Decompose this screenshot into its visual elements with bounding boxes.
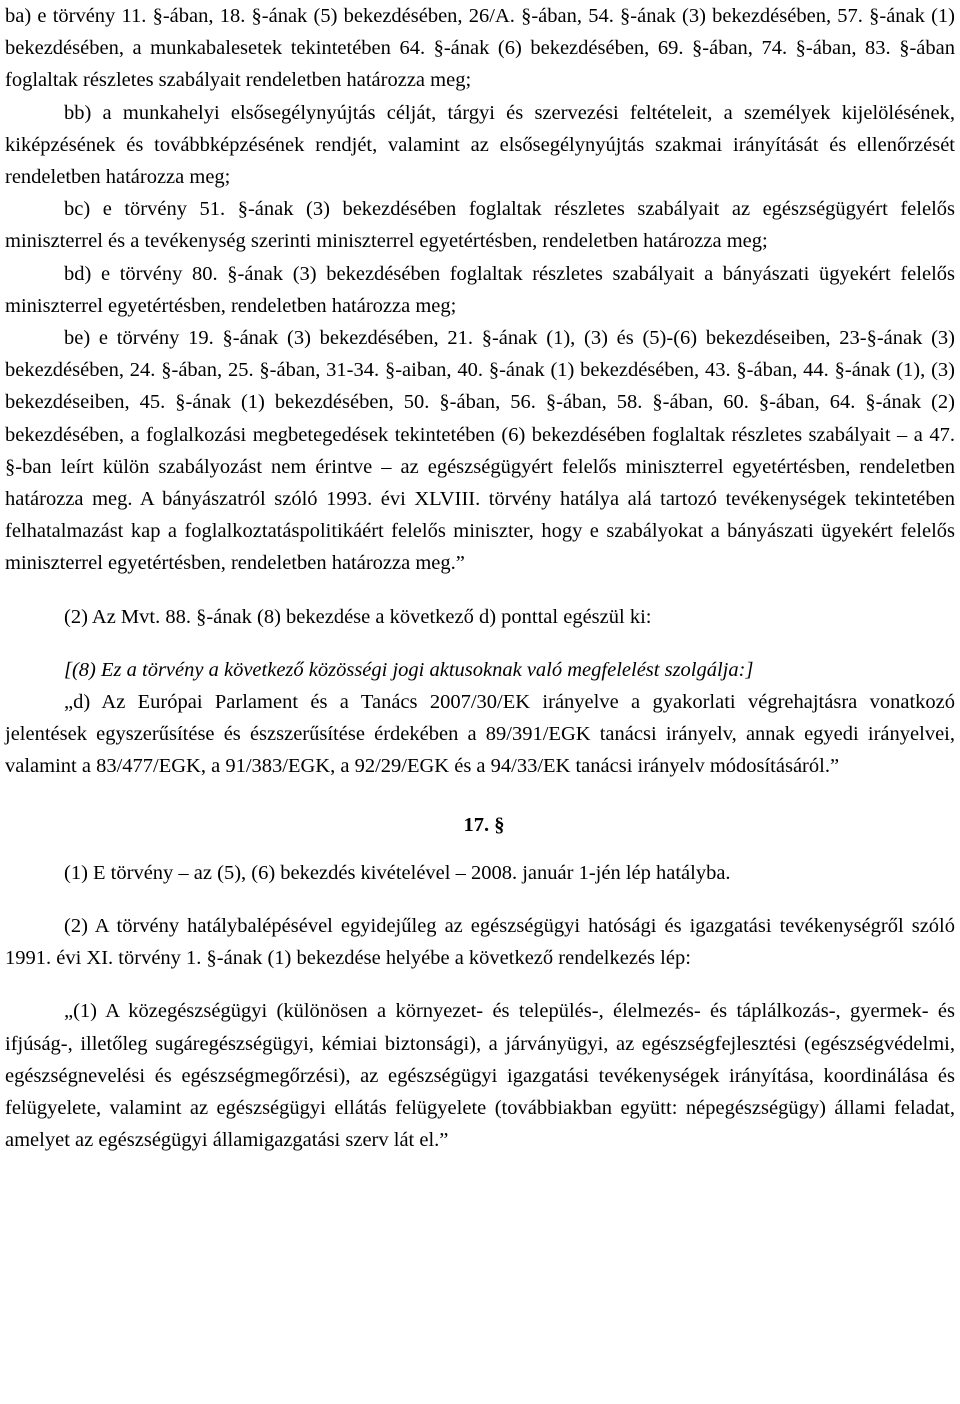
paragraph-bb: bb) a munkahelyi elsősegélynyújtás célját, tárgyi és szervezési feltételeit, a személyek kijelölésének, kiképzésének és továbbképzésének rendjét, valamint az elsősegélynyújtás szakmai irányítását és ellenőrzését rendeletben határozza meg; <box>5 101 955 189</box>
paragraph-quoted-provision: „(1) A közegészségügyi (különösen a környezet- és település-, élelmezés- és táplálkozás-, gyermek- és ifjúság-, illetőleg sugáregészségügyi, kémiai biztonsági), a járványügyi, az egészségfejlesztési (egészségvédelmi, egészségnevelési és egészségmegőrzési), az egészségügyi igazgatási tevékenységek irányítása, koordinálása és felügyelete, valamint az egészségügyi ellátás felügyelete (továbbiakban együtt: népegészségügy) állami feladat, amelyet az egészségügyi államigazgatási szerv lát el.” <box>5 1000 955 1152</box>
paragraph-be: be) e törvény 19. §-ának (3) bekezdésében, 21. §-ának (1), (3) és (5)-(6) bekezdéseiben, 23-§-ának (3) bekezdésében, 24. §-ában, 25. §-ában, 31-34. §-aiban, 40. §-ának (1) bekezdésében, 43. §-ában, 44. §-ának (1), (3) bekezdéseiben, 45. §-ának (1) bekezdésében, 50. §-ában, 56. §-ában, 58. §-ában, 60. §-ában, 64. §-ának (2) bekezdésében, a foglalkozási megbetegedések tekintetében (6) bekezdésében foglaltak részletes szabályait – a 47. §-ban leírt külön szabályozást nem érintve – az egészségügyért felelős miniszterrel egyetértésben, rendeletben határozza meg. A bányászatról szóló 1993. évi XLVIII. törvény hatálya alá tartozó tevékenységek tekintetében felhatalmazást kap a foglalkoztatáspolitikáért felelős miniszter, hogy e szabályokat a bányászati ügyekért felelős miniszterrel egyetértésben, rendeletben határozza meg.” <box>5 327 955 575</box>
paragraph-17-1: (1) E törvény – az (5), (6) bekezdés kivételével – 2008. január 1-jén lép hatályba. <box>64 861 731 884</box>
paragraph-bd: bd) e törvény 80. §-ának (3) bekezdésében foglaltak részletes szabályait a bányászati ügyekért felelős miniszterrel egyetértésben, rendeletben határozza meg; <box>5 262 955 317</box>
section-heading-17: 17. § <box>463 813 505 836</box>
paragraph-amendment-2: (2) Az Mvt. 88. §-ának (8) bekezdése a következő d) ponttal egészül ki: <box>64 605 652 628</box>
paragraph-ba: ba) e törvény 11. §-ában, 18. §-ának (5) bekezdésében, 26/A. §-ában, 54. §-ának (3) bekezdésében, 57. §-ának (1) bekezdésében, a munkabalesetek tekintetében 64. §-ának (6) bekezdésében, 69. §-ában, 74. §-ában, 83. §-ában foglaltak részletes szabályait rendeletben határozza meg; <box>5 5 955 92</box>
paragraph-point-d: „d) Az Európai Parlament és a Tanács 2007/30/EK irányelve a gyakorlati végrehajtásra vonatkozó jelentések egyszerűsítése és észszerűsítése érdekében a 89/391/EGK tanácsi irányelv, annak egyedi irányelvei, valamint a 83/477/EGK, a 91/383/EGK, a 92/29/EGK és a 94/33/EK tanácsi irányelv módosításáról.” <box>5 691 955 778</box>
document-page <box>5 0 955 1157</box>
paragraph-17-2: (2) A törvény hatálybalépésével egyidejűleg az egészségügyi hatósági és igazgatási tevékenységről szóló 1991. évi XI. törvény 1. §-ának (1) bekezdése helyébe a következő rendelkezés lép: <box>5 915 955 970</box>
paragraph-italic-context: [(8) Ez a törvény a következő közösségi jogi aktusoknak való megfelelést szolgálja:] <box>64 658 754 681</box>
paragraph-bc: bc) e törvény 51. §-ának (3) bekezdésében foglaltak részletes szabályait az egészségügyért felelős miniszterrel és a tevékenység szerinti miniszterrel egyetértésben, rendeletben határozza meg; <box>5 198 955 253</box>
